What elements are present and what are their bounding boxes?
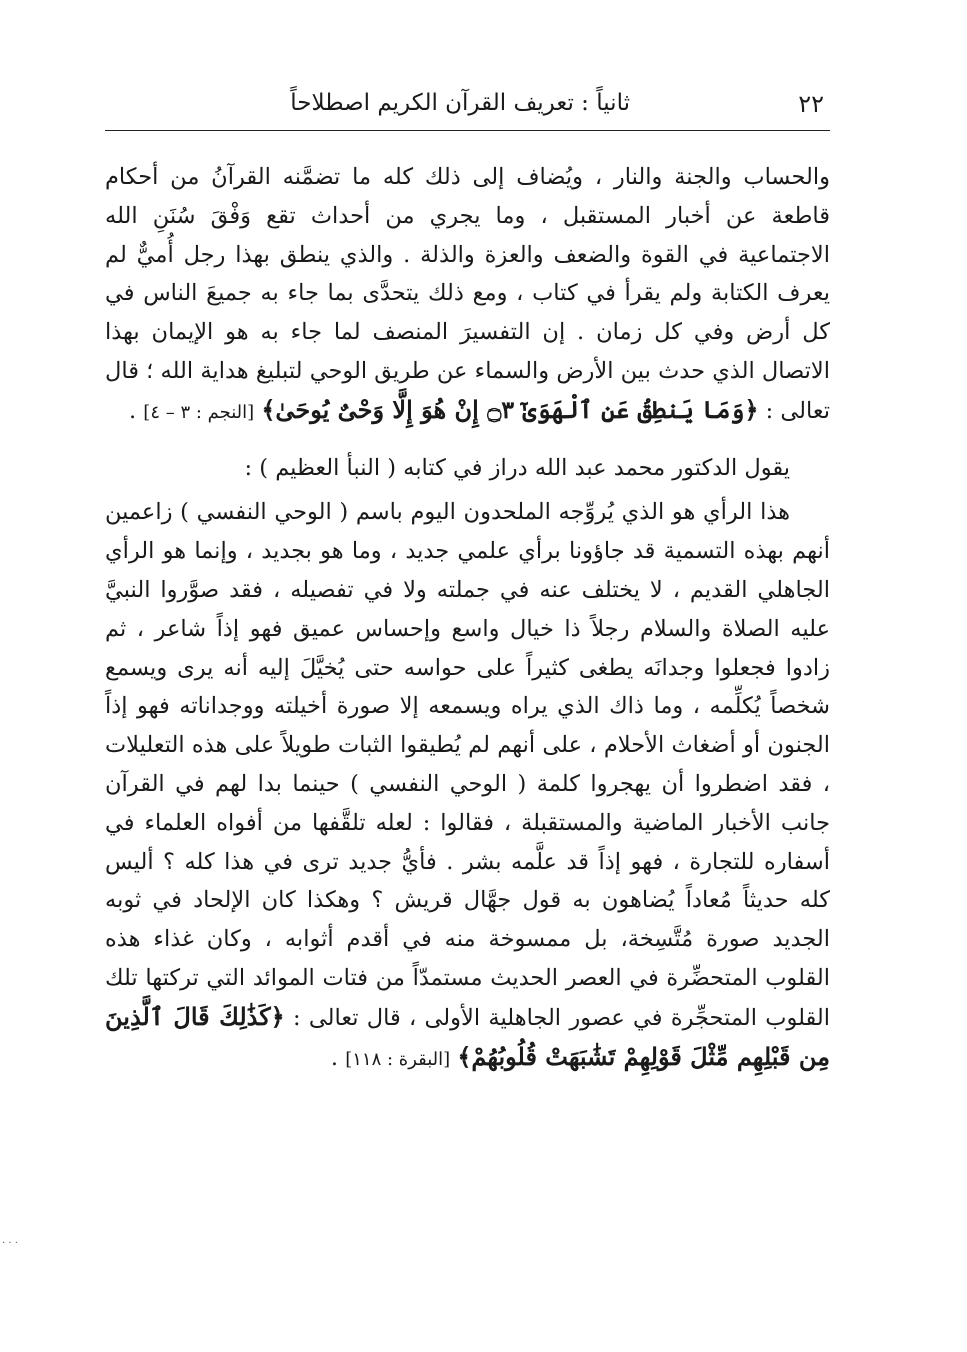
- header-title: ثانياً : تعريف القرآن الكريم اصطلاحاً: [290, 90, 630, 116]
- paragraph-3-end: .: [330, 1044, 339, 1071]
- verse-reference-2: [البقرة : ١١٨]: [345, 1048, 451, 1070]
- paragraph-3: [105, 493, 830, 1079]
- paragraph-2: [105, 449, 830, 488]
- paragraph-1-end: .: [128, 397, 137, 424]
- paragraph-2-text: يقول الدكتور محمد عبد الله دراز في كتابه ( النبأ العظيم ) :: [244, 454, 790, 481]
- quran-verse-1: ﴿وَمَا يَنطِقُ عَنِ ٱلْهَوَىٰٓ ۝٣ إِنْ هُوَ إِلَّا وَحْىٌ يُوحَىٰ﴾: [261, 394, 759, 424]
- running-header: [105, 86, 830, 131]
- body-text: [105, 158, 830, 1079]
- scan-margin-mark: · · ·: [2, 1238, 18, 1249]
- paragraph-1: [105, 158, 830, 433]
- page-number: ٢٢: [798, 90, 824, 118]
- quran-verse-2: ﴿كَذَٰلِكَ قَالَ ٱلَّذِينَ مِن قَبْلِهِم مِّثْلَ قَوْلِهِمْ تَشَٰبَهَتْ قُلُوبُهُمْ﴾: [105, 1001, 830, 1071]
- paragraph-1-text: والحساب والجنة والنار ، ويُضاف إلى ذلك كله ما تضمَّنه القرآنُ من أحكام قاطعة عن أخبار المستقبل ، وما يجري من أحداث تقع وَفْقَ سُنَنِ الله الاجتماعية في القوة والضعف والعزة والذلة . والذي ينطق بهذا رجل أُميٌّ لم يعرف الكتابة ولم يقرأ في كتاب ، ومع ذلك يتحدَّى بما جاء به جميعَ الناس في كل أرض وفي كل زمان . إن التفسيرَ المنصف لما جاء به هو الإيمان بهذا الاتصال الذي حدث بين الأرض والسماء عن طريق الوحي لتبليغ هداية الله ؛ قال تعالى :: [105, 164, 830, 424]
- verse-reference-1: [النجم : ٣ – ٤]: [143, 401, 255, 423]
- paragraph-3-text: هذا الرأي هو الذي يُروِّجه الملحدون اليوم باسم ( الوحي النفسي ) زاعمين أنهم بهذه التسمية قد جاؤونا برأي علمي جديد ، وما هو بجديد ، وإنما هو الرأي الجاهلي القديم ، لا يختلف عنه في جملته ولا في تفصيله ، فقد صوَّروا النبيَّ عليه الصلاة والسلام رجلاً ذا خيال واسع وإحساس عميق فهو إذاً شاعر ، ثم زادوا فجعلوا وجدانَه يطغى كثيراً على حواسه حتى يُخيَّلَ إليه أنه يرى ويسمع شخصاً يُكلِّمه ، وما ذاك الذي يراه ويسمعه إلا صورة أخيلته ووجداناته فهو إذاً الجنون أو أضغاث الأحلام ، على أنهم لم يُطيقوا الثبات طويلاً على هذه التعليلات ، فقد اضطروا أن يهجروا كلمة ( الوحي النفسي ) حينما بدا لهم في القرآن جانب الأخبار الماضية والمستقبلة ، فقالوا : لعله تلقَّفها من أفواه العلماء في أسفاره للتجارة ، فهو إذاً قد علَّمه بشر . فأيُّ جديد ترى في هذا كله ؟ أليس كله حديثاً مُعاداً يُضاهون به قول جهَّال قريش ؟ وهكذا كان الإلحاد في ثوبه الجديد صورة مُتَّسِخة، بل ممسوخة منه في أقدم أثوابه ، وكان غذاء هذه القلوب المتحضِّرة في العصر الحديث مستمدّاً من فتات الموائد التي تركتها تلك القلوب المتحجِّرة في عصور الجاهلية الأولى ، قال تعالى :: [105, 499, 831, 1031]
